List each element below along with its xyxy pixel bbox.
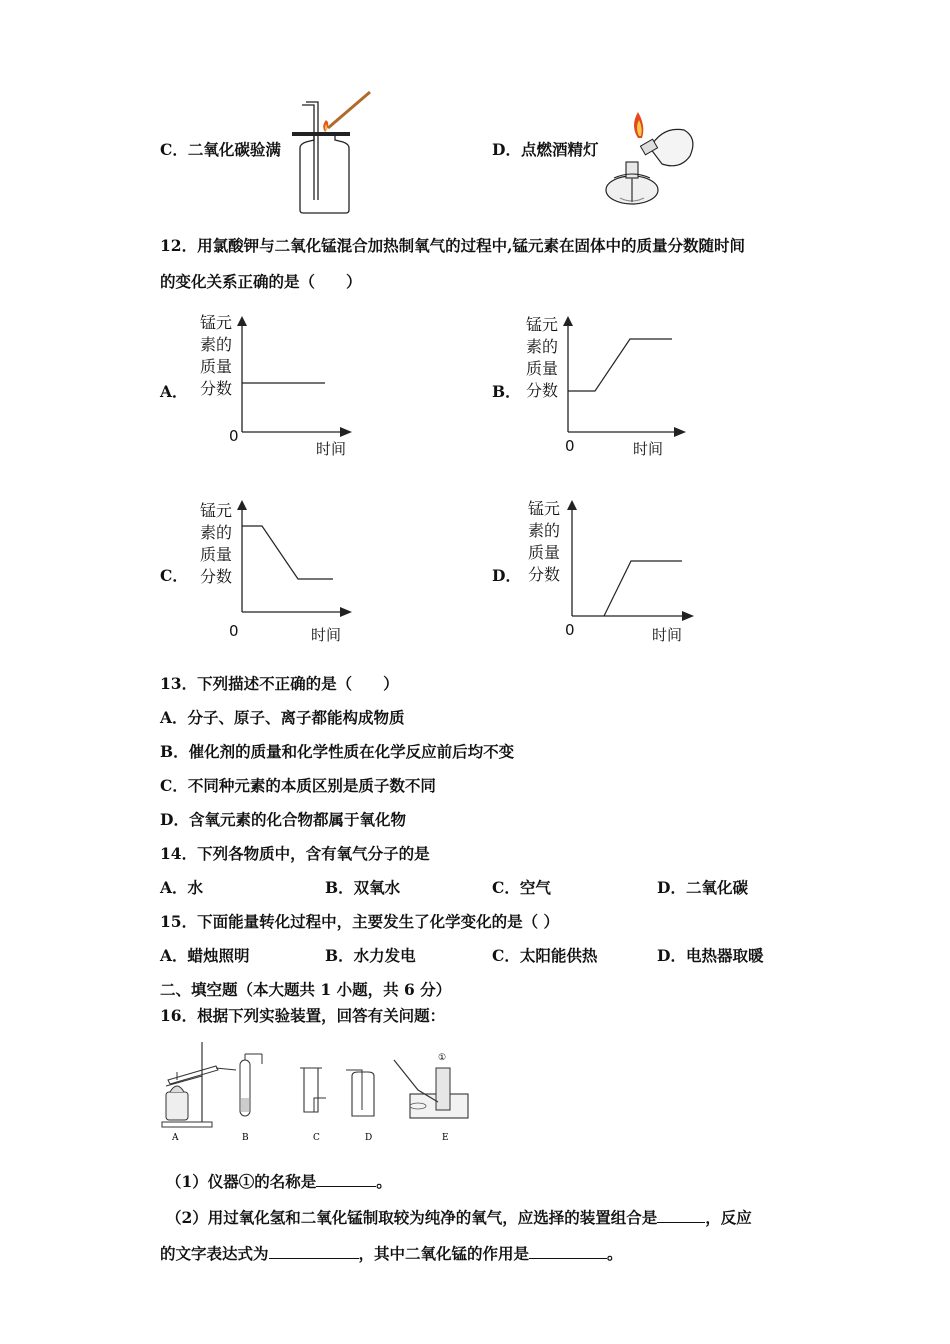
apparatus-marker-1: ① [438,1053,447,1063]
q16-stem: 16．根据下列实验装置，回答有关问题： [160,1006,446,1025]
chart-b-origin: 0 [565,437,575,455]
section-2-title: 二、填空题（本大题共 1 小题，共 6 分） [160,980,452,999]
chart-c-option-label: C． [160,566,188,585]
q13-stem: 13．下列描述不正确的是（ ） [160,674,399,693]
q16-sub2-line2: 的文字表达式为 ，其中二氧化锰的作用是 。 [160,1244,623,1263]
q16-sub2-line1: （2）用过氧化氢和二氧化锰制取较为纯净的氧气，应选择的装置组合是 ，反应 [166,1208,752,1227]
q16-sub2-blank-2[interactable] [269,1258,359,1259]
q15-stem: 15．下面能量转化过程中，主要发生了化学变化的是（ ） [160,912,559,931]
q16-sub2-blank-3[interactable] [529,1258,607,1259]
q13-option-b: B．催化剂的质量和化学性质在化学反应前后均不变 [160,742,515,761]
chart-b [562,314,692,436]
q13-option-c: C．不同种元素的本质区别是质子数不同 [160,776,436,795]
q11-option-d: D．点燃酒精灯 [492,140,599,159]
q15-option-c: C．太阳能供热 [492,946,598,965]
chart-a-origin: 0 [229,427,239,445]
q13-option-a: A．分子、原子、离子都能构成物质 [160,708,405,727]
q14-option-a: A．水 [160,878,204,897]
q15-option-b: B．水力发电 [325,946,416,965]
chart-d-xlabel: 时间 [652,626,683,644]
q12-stem-line2: 的变化关系正确的是（ ） [160,272,362,291]
chart-a [236,314,356,436]
q14-stem: 14．下列各物质中，含有氧气分子的是 [160,844,430,863]
q16-sub1-blank[interactable] [316,1186,376,1187]
chart-c [236,498,360,620]
chart-d-ylabel: 锰元 素的 质量 分数 [527,499,560,584]
chart-d-origin: 0 [565,621,575,639]
co2-test-bottle-illustration [288,88,378,216]
chart-b-ylabel: 锰元 素的 质量 分数 [525,315,558,400]
chart-d [566,498,702,620]
q11-option-c: C．二氧化碳验满 [160,140,281,159]
chart-c-xlabel: 时间 [311,626,342,644]
apparatus-label-c: C [313,1133,320,1143]
chart-a-xlabel: 时间 [316,440,347,458]
alcohol-lamp-illustration [600,108,700,216]
q14-option-d: D．二氧化碳 [657,878,748,897]
q13-option-d: D．含氧元素的化合物都属于氧化物 [160,810,406,829]
chart-b-option-label: B． [492,382,521,401]
chart-a-ylabel: 锰元 素的 质量 分数 [199,313,232,398]
chart-b-xlabel: 时间 [633,440,664,458]
lab-apparatus-illustration [156,1040,476,1150]
chart-c-ylabel: 锰元 素的 质量 分数 [199,501,232,586]
chart-c-line [242,526,333,579]
q12-stem-line1: 12．用氯酸钾与二氧化锰混合加热制氧气的过程中,锰元素在固体中的质量分数随时间 [160,236,745,255]
q14-option-c: C．空气 [492,878,551,897]
chart-b-line [568,339,672,391]
apparatus-label-b: B [242,1133,249,1143]
chart-c-origin: 0 [229,622,239,640]
q16-sub1: （1）仪器①的名称是 。 [166,1172,392,1191]
chart-d-option-label: D． [492,566,521,585]
chart-d-line [604,561,682,616]
chart-a-option-label: A． [160,382,188,401]
q16-sub2-blank-1[interactable] [657,1222,705,1223]
q15-option-a: A．蜡烛照明 [160,946,250,965]
apparatus-label-a: A [172,1133,179,1143]
q14-option-b: B．双氧水 [325,878,401,897]
apparatus-label-e: E [442,1133,449,1143]
apparatus-label-d: D [365,1133,373,1143]
q15-option-d: D．电热器取暖 [657,946,764,965]
